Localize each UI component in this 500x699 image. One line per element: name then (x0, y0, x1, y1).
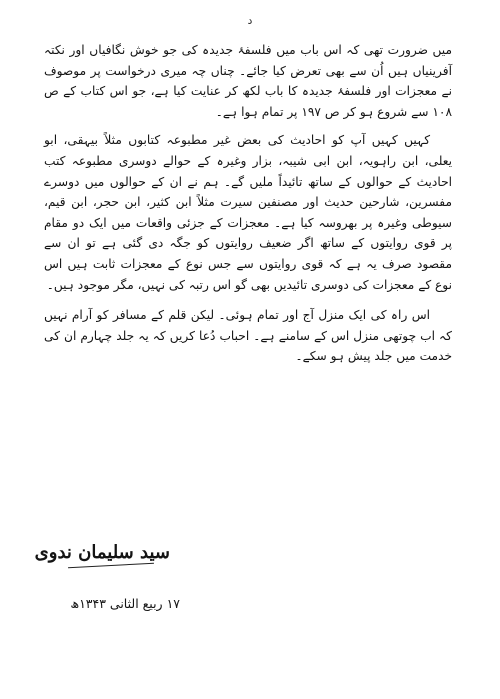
paragraph-1: میں ضرورت تھی کہ اس باب میں فلسفۂ جدیدہ کی جو خوش نگافیاں اور نکتہ آفرینیاں ہیں اُن سے بھی تعرض کیا جائے۔ چناں چہ میری درخواست پر موصوف نے معجزات اور فلسفۂ جدیدہ کا باب لکھ کر عنایت کیا ہے، جو اس کتاب کے ص ۱۰۸ سے شروع ہو کر ص ۱۹۷ پر تمام ہوا ہے۔ (44, 43, 452, 119)
signature-date: ۱۷ ربیع الثانی ۱۳۴۳ھ (70, 596, 180, 611)
signature-underline (68, 563, 154, 568)
paragraph-3: اس راہ کی ایک منزل آج اور تمام ہوئی۔ لیکن قلم کے مسافر کو آرام نہیں کہ اب چوتھی منزل اس کے سامنے ہے۔ احباب دُعا کریں کہ یہ جلد چہارم ان کی خدمت میں جلد پیش ہو سکے۔ (44, 308, 452, 364)
page-number: د (247, 14, 253, 27)
paragraph-2: کہیں کہیں آپ کو احادیث کی بعض غیر مطبوعہ کتابوں مثلاً بیہقی، ابو یعلی، ابن راہویہ، ابن ابی شیبہ، بزار وغیرہ کے حوالے دوسری مطبوعہ کتب احادیث کے حوالوں کے ساتھ تائیداً ملیں گے۔ ہم نے ان کے حوالوں میں دوسرے مفسرین، شارحین حدیث اور مصنفین سیرت مثلاً ابن کثیر، ابن حجر، ابن قیم، سیوطی وغیرہ پر بھروسہ کیا ہے۔ معجزات کے جزئی واقعات میں ایک دو مقام پر قوی روایتوں کے ساتھ اگر ضعیف روایتوں کو جگہ دی گئی ہے تو ان سے مقصود صرف یہ ہے کہ قوی روایتوں سے جس نوع کے معجزات ثابت ہیں اس نوع کے معجزات کی دوسری تائیدیں بھی گو اس رتبہ کی نہیں، مگر موجود ہیں۔ (44, 133, 452, 292)
body-text (44, 40, 452, 375)
author-signature: سید سلیمان ندوی (34, 542, 170, 563)
